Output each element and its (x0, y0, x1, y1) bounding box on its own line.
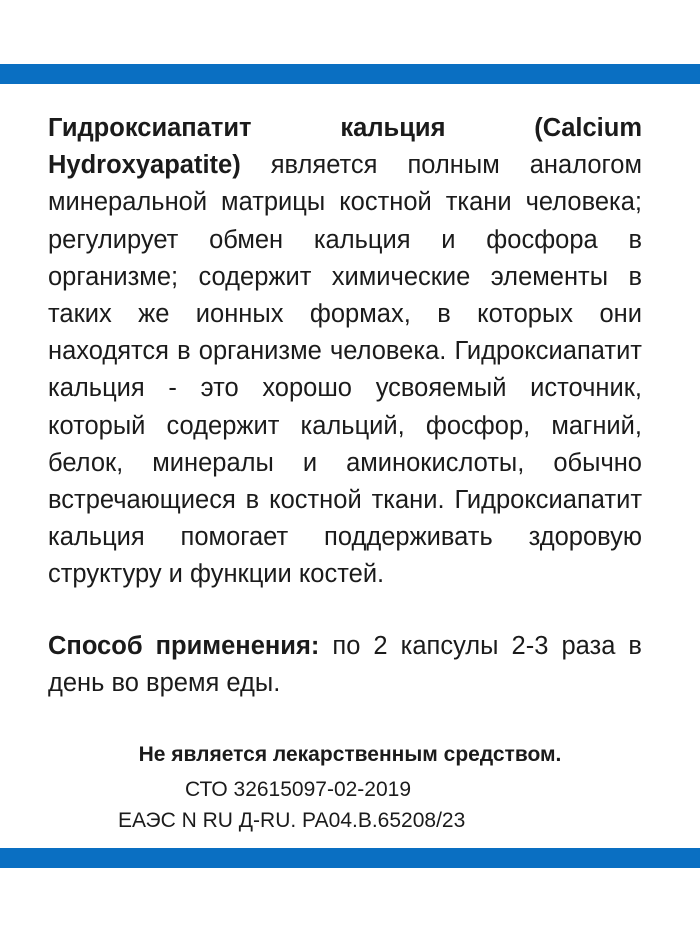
description-paragraph (48, 110, 642, 594)
certificate-number: ЕАЭС N RU Д-RU. РА04.В.65208/23 (118, 809, 466, 832)
not-a-drug-notice: Не является лекарственным средством. (138, 743, 562, 766)
label-text-block (48, 110, 642, 702)
usage-paragraph (48, 628, 642, 702)
description-text: является полным аналогом минеральной матрицы костной ткани человека; регулирует обмен кальция и фосфора в организме; содержит химические элементы в таких же ионных формах, в которых они находятся в организме человека. Гидроксиапатит кальция - это хорошо усвояемый источник, который содержит кальций, фосфор, магний, белок, минералы и аминокислоты, обычно встречающиеся в костной ткани. Гидроксиапатит кальция помогает поддерживать здоровую структуру и функции костей. (48, 151, 642, 589)
usage-label: Способ применения: (48, 631, 320, 660)
usage-text: по 2 капсулы 2-3 раза в день во время еды. (48, 631, 642, 697)
description-title: Гидроксиапатит кальция (Calcium Hydroxyapatite) (48, 114, 642, 180)
standard-number: СТО 32615097-02-2019 (185, 778, 412, 801)
top-blue-stripe (0, 64, 700, 84)
bottom-blue-stripe (0, 848, 700, 868)
